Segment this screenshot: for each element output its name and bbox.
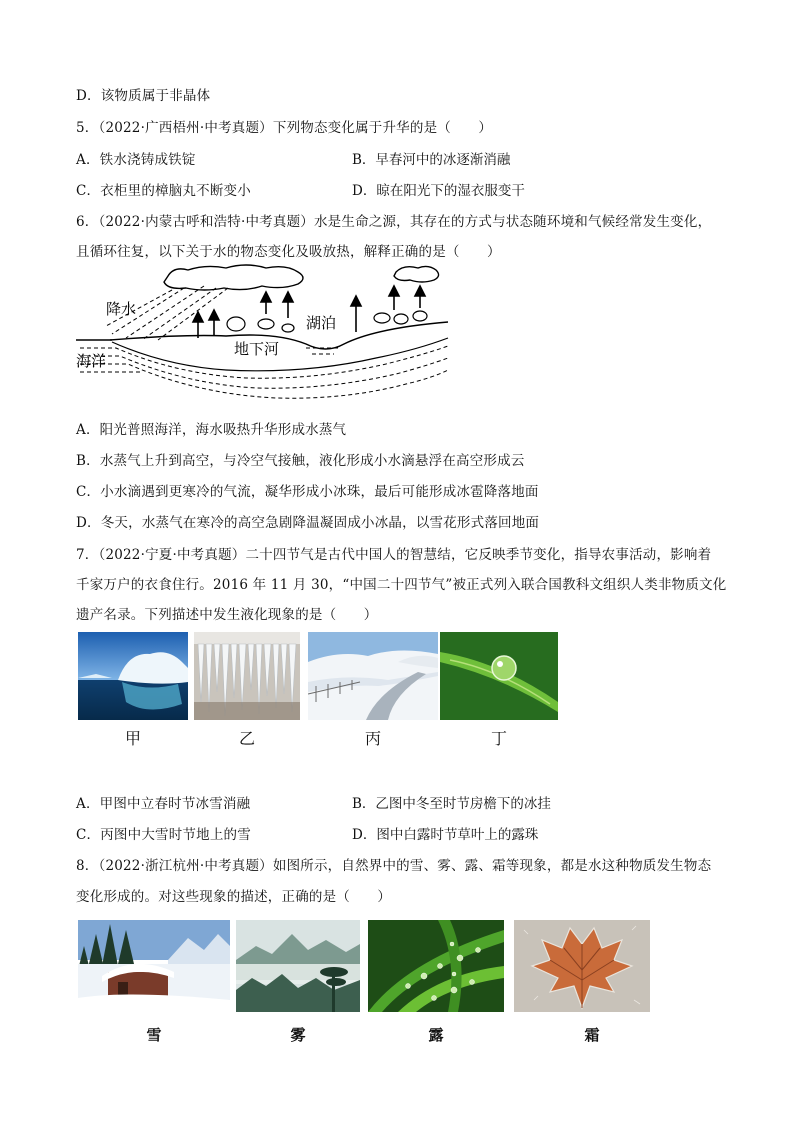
droplet — [374, 313, 390, 323]
q4-option-d: D．该物质属于非晶体 — [76, 88, 211, 104]
cloud-large — [164, 265, 303, 290]
q7-option-a: A．甲图中立春时节冰雪消融 — [76, 796, 251, 812]
q6-option-d: D．冬天，水蒸气在寒冷的高空急剧降温凝固成小冰晶，以雪花形式落回地面 — [76, 515, 540, 531]
label-ocean: 海洋 — [76, 352, 107, 370]
caption-dew: 露 — [428, 1026, 444, 1044]
q6-stem-line1: 6．（2022·内蒙古呼和浩特·中考真题）水是生命之源，其存在的方式与状态随环境和气候经常发生变化， — [76, 214, 712, 230]
droplet — [394, 314, 408, 324]
q5-option-a: A．铁水浇铸成铁锭 — [76, 152, 196, 168]
q7-option-d: D．图中白露时节草叶上的露珠 — [352, 827, 539, 843]
q7-stem-line3: 遗产名录。下列描述中发生液化现象的是（ ） — [76, 607, 378, 623]
q8-stem-line1: 8．（2022·浙江杭州·中考真题）如图所示，自然界中的雪、雾、露、霜等现象，都是水这种物质发生物态 — [76, 858, 712, 874]
droplet — [258, 319, 274, 329]
label-underground-river: 地下河 — [234, 340, 280, 358]
image-bing-snowy-road — [308, 632, 438, 720]
image-ding-dewdrop — [440, 632, 558, 720]
label-rain: 降水 — [106, 300, 137, 318]
q6-stem-line2: 且循环往复，以下关于水的物态变化及吸放热，解释正确的是（ ） — [76, 244, 501, 260]
image-frost — [514, 920, 650, 1012]
caption-snow: 雪 — [146, 1026, 162, 1044]
image-dew — [368, 920, 504, 1012]
q5-option-d: D．晾在阳光下的湿衣服变干 — [352, 183, 525, 199]
water-cycle-diagram — [76, 262, 456, 408]
droplet — [282, 324, 294, 332]
q6-option-a: A．阳光普照海洋，海水吸热升华形成水蒸气 — [76, 422, 347, 438]
caption-ding: 丁 — [490, 729, 507, 748]
caption-fog: 雾 — [290, 1026, 306, 1044]
q5-option-c: C．衣柜里的樟脑丸不断变小 — [76, 183, 251, 199]
q6-option-b: B．水蒸气上升到高空，与冷空气接触，液化形成小水滴悬浮在高空形成云 — [76, 453, 525, 469]
cloud-small — [394, 266, 439, 282]
image-snow — [78, 920, 230, 1012]
q5-option-b: B．早春河中的冰逐渐消融 — [352, 152, 511, 168]
image-fog — [236, 920, 360, 1012]
caption-frost: 霜 — [584, 1026, 600, 1044]
caption-bing: 丙 — [364, 729, 381, 748]
droplet — [227, 317, 245, 331]
dewdrop — [492, 656, 516, 680]
caption-yi: 乙 — [238, 729, 255, 748]
q7-option-b: B．乙图中冬至时节房檐下的冰挂 — [352, 796, 551, 812]
q5-stem: 5．（2022·广西梧州·中考真题）下列物态变化属于升华的是（ ） — [76, 120, 493, 136]
q7-stem-line2: 千家万户的衣食住行。2016 年 11 月 30，“中国二十四节气”被正式列入联合国教科文组织人类非物质文化 — [76, 577, 727, 593]
caption-jia: 甲 — [124, 729, 141, 748]
label-lake: 湖泊 — [306, 314, 337, 332]
image-jia-iceberg — [78, 632, 188, 720]
q6-option-c: C．小水滴遇到更寒冷的气流，凝华形成小冰珠，最后可能形成冰雹降落地面 — [76, 484, 539, 500]
q8-stem-line2: 变化形成的。对这些现象的描述，正确的是（ ） — [76, 889, 392, 905]
q7-stem-line1: 7．（2022·宁夏·中考真题）二十四节气是古代中国人的智慧结，它反映季节变化，指导农事活动，影响着 — [76, 547, 712, 563]
droplet — [413, 311, 427, 321]
image-yi-icicles — [194, 632, 300, 720]
q7-option-c: C．丙图中大雪时节地上的雪 — [76, 827, 251, 843]
